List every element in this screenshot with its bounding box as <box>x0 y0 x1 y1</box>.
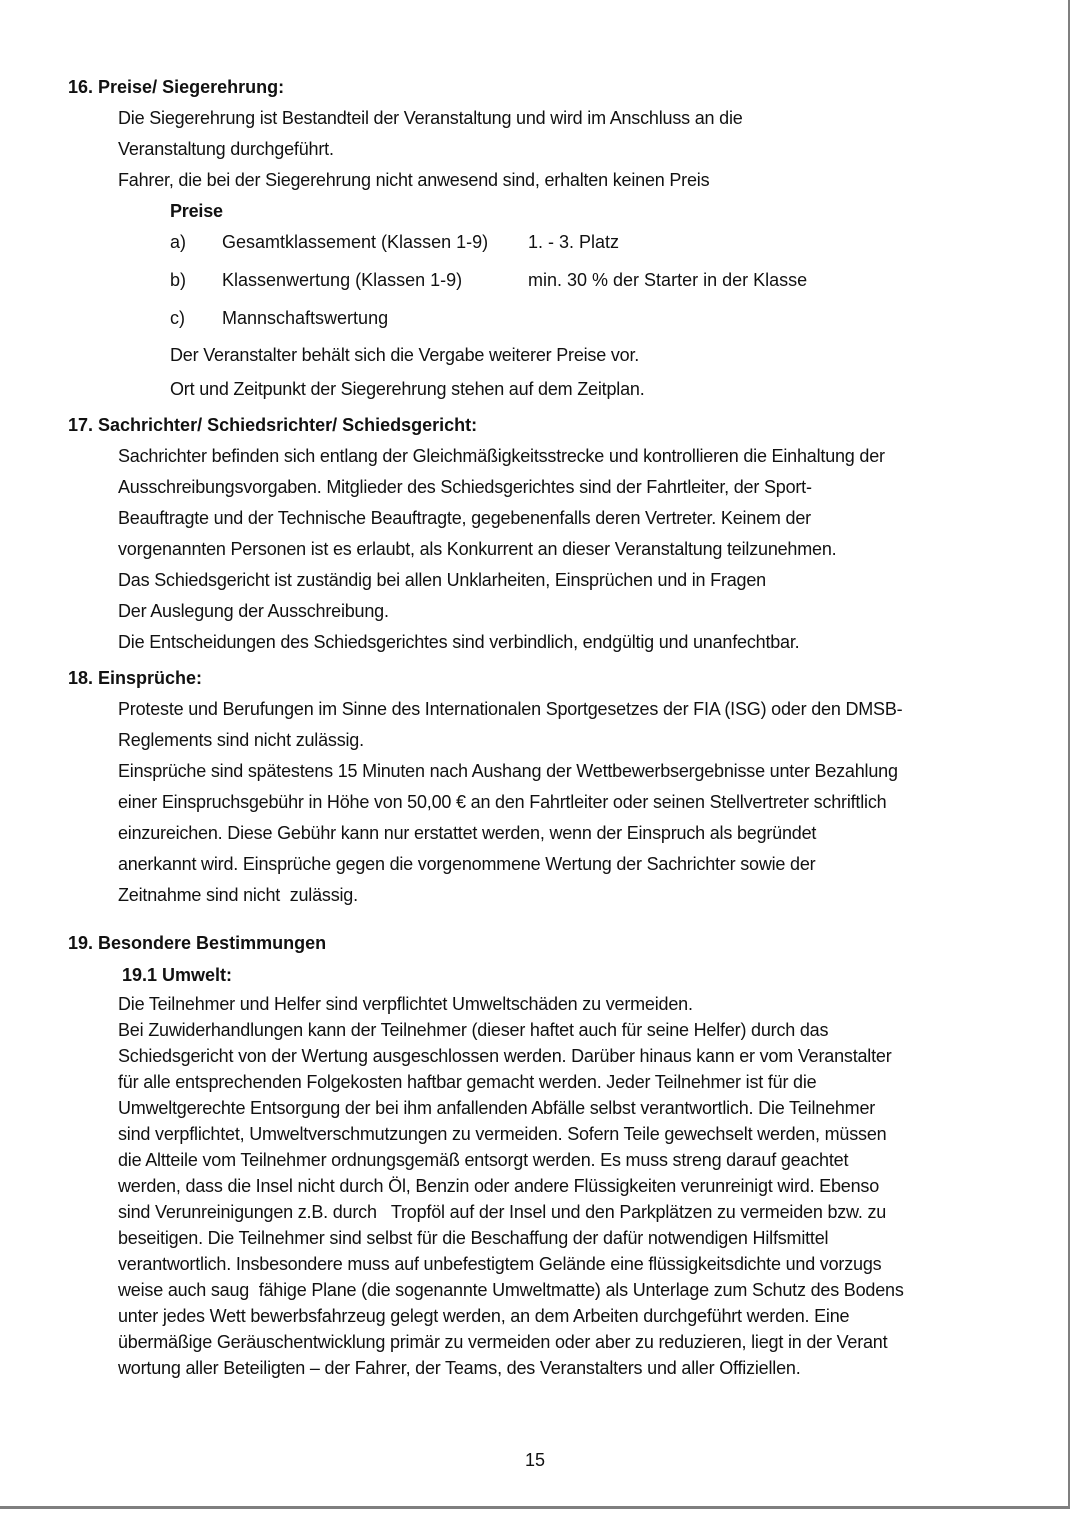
prize-item-label: Klassenwertung (Klassen 1-9) <box>222 270 463 290</box>
section-19-1-text-line: verantwortlich. Insbesondere muss auf unbefestigtem Gelände eine flüssigkeitsdichte und vorzugs <box>118 1254 882 1274</box>
section-19-1-text-line: Die Teilnehmer und Helfer sind verpflichtet Umweltschäden zu vermeiden. <box>118 994 693 1014</box>
section-18-text-line: anerkannt wird. Einsprüche gegen die vorgenommene Wertung der Sachrichter sowie der <box>118 854 816 874</box>
section-16-closing-line: Ort und Zeitpunkt der Siegerehrung stehen auf dem Zeitplan. <box>170 379 645 399</box>
section-16-prize-block <box>170 196 1070 405</box>
prize-item-value: min. 30 % der Starter in der Klasse <box>528 270 808 290</box>
section-17-text-line: Sachrichter befinden sich entlang der Gleichmäßigkeitsstrecke und kontrollieren die Einhaltung der <box>118 446 885 466</box>
prize-item-letter: a) <box>170 232 187 252</box>
section-19-1-text-line: die Altteile vom Teilnehmer ordnungsgemäß entsorgt werden. Es muss streng darauf geachtet <box>118 1150 849 1170</box>
section-18-text-line: Proteste und Berufungen im Sinne des Internationalen Sportgesetzes der FIA (ISG) oder den DMSB- <box>118 699 903 719</box>
section-18-body <box>118 694 1070 911</box>
section-19-1-text-line: unter jedes Wett bewerbsfahrzeug gelegt werden, an dem Arbeiten durchgeführt werden. Eine <box>118 1306 850 1326</box>
section-17-body <box>118 441 1070 658</box>
section-19-1-text-line: übermäßige Geräuschentwicklung primär zu vermeiden oder aber zu reduzieren, liegt in der Verant <box>118 1332 888 1352</box>
prize-subheading: Preise <box>170 201 223 221</box>
section-17-text-line: Ausschreibungsvorgaben. Mitglieder des Schiedsgerichtes sind der Fahrtleiter, der Sport- <box>118 477 812 497</box>
prize-item-letter: b) <box>170 270 187 290</box>
prize-item-value: 1. - 3. Platz <box>528 232 620 252</box>
section-16-heading: 16. Preise/ Siegerehrung: <box>68 77 285 97</box>
section-19-1-text-line: für alle entsprechenden Folgekosten haftbar gemacht werden. Jeder Teilnehmer ist für die <box>118 1072 817 1092</box>
prize-item-label: Gesamtklassement (Klassen 1-9) <box>222 232 489 252</box>
section-19-heading: 19. Besondere Bestimmungen <box>68 933 327 953</box>
section-17-text-line: Der Auslegung der Ausschreibung. <box>118 601 389 621</box>
section-19-1-text-line: Schiedsgericht von der Wertung ausgeschlossen werden. Darüber hinaus kann er vom Veranstalter <box>118 1046 892 1066</box>
prize-item-letter: c) <box>170 308 185 328</box>
section-18-text-line: Reglements sind nicht zulässig. <box>118 730 364 750</box>
section-19-1-text-line: Umweltgerechte Entsorgung der bei ihm anfallenden Abfälle selbst verantwortlich. Die Teilnehmer <box>118 1098 876 1118</box>
section-16-closing-line: Der Veranstalter behält sich die Vergabe weiterer Preise vor. <box>170 345 640 365</box>
page-number: 15 <box>524 1450 546 1470</box>
page-edge-bottom <box>0 1506 1070 1509</box>
prize-item <box>170 265 1070 296</box>
section-18-heading: 18. Einsprüche: <box>68 668 203 688</box>
section-19-1-text-line: Bei Zuwiderhandlungen kann der Teilnehmer (dieser haftet auch für seine Helfer) durch das <box>118 1020 829 1040</box>
section-17-text-line: vorgenannten Personen ist es erlaubt, als Konkurrent an dieser Veranstaltung teilzunehmen. <box>118 539 837 559</box>
section-19-1-text-line: sind Verunreinigungen z.B. durch Tropföl auf der Insel und den Parkplätzen zu vermeiden bzw. zu <box>118 1202 887 1222</box>
section-19-1-text-line: sind verpflichtet, Umweltverschmutzungen zu vermeiden. Sofern Teile gewechselt werden, müssen <box>118 1124 887 1144</box>
section-16-intro-line: Die Siegerehrung ist Bestandteil der Veranstaltung und wird im Anschluss an die <box>118 108 743 128</box>
section-18-text-line: einzureichen. Diese Gebühr kann nur erstattet werden, wenn der Einspruch als begründet <box>118 823 817 843</box>
section-19-1-text-line: werden, dass die Insel nicht durch Öl, Benzin oder andere Flüssigkeiten verunreinigt wird. Ebenso <box>118 1176 880 1196</box>
section-17-heading: 17. Sachrichter/ Schiedsrichter/ Schiedsgericht: <box>68 415 478 435</box>
section-18-text-line: Zeitnahme sind nicht zulässig. <box>118 885 358 905</box>
section-17-text-line: Die Entscheidungen des Schiedsgerichtes sind verbindlich, endgültig und unanfechtbar. <box>118 632 800 652</box>
section-19-1-text-line: weise auch saug fähige Plane (die sogenannte Umweltmatte) als Unterlage zum Schutz des Bodens <box>118 1280 904 1300</box>
section-16-intro <box>118 103 1070 196</box>
section-19-1-text-line: wortung aller Beteiligten – der Fahrer, der Teams, des Veranstalters und aller Offiziellen. <box>118 1358 801 1378</box>
section-19-1-text-line: beseitigen. Die Teilnehmer sind selbst für die Beschaffung der dafür notwendigen Hilfsmittel <box>118 1228 829 1248</box>
section-18-text-line: Einsprüche sind spätestens 15 Minuten nach Aushang der Wettbewerbsergebnisse unter Bezahlung <box>118 761 898 781</box>
section-18-text-line: einer Einspruchsgebühr in Höhe von 50,00 € an den Fahrtleiter oder seinen Stellvertreter schriftlich <box>118 792 887 812</box>
prize-item-label: Mannschaftswertung <box>222 308 389 328</box>
section-17-text-line: Beauftragte und der Technische Beauftragte, gegebenenfalls deren Vertreter. Keinem der <box>118 508 811 528</box>
prize-item <box>170 227 1070 258</box>
section-19-1-body <box>118 991 1070 1381</box>
section-17-text-line: Das Schiedsgericht ist zuständig bei allen Unklarheiten, Einsprüchen und in Fragen <box>118 570 766 590</box>
section-19-1-subheading: 19.1 Umwelt: <box>122 965 233 985</box>
section-16-intro-line: Veranstaltung durchgeführt. <box>118 139 334 159</box>
section-16-intro-line: Fahrer, die bei der Siegerehrung nicht anwesend sind, erhalten keinen Preis <box>118 170 710 190</box>
prize-item <box>170 303 1070 334</box>
